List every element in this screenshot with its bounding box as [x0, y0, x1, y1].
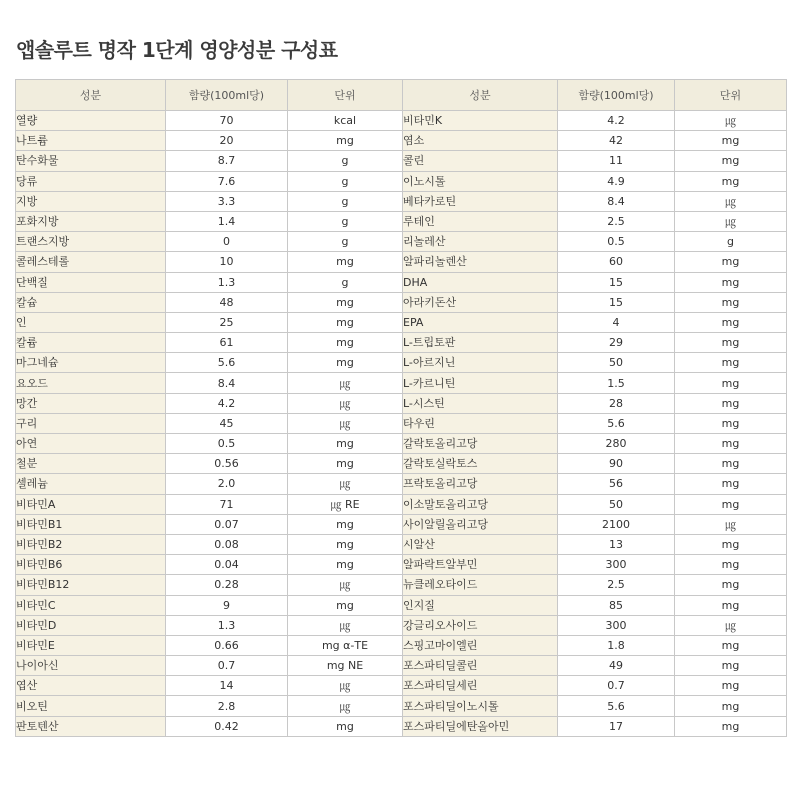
table-row [16, 393, 787, 413]
nutrient-unit: mg [675, 716, 787, 736]
nutrient-unit: mg [288, 595, 403, 615]
table-row [16, 575, 787, 595]
nutrient-unit: mg [675, 131, 787, 151]
nutrient-amount: 2.5 [558, 575, 675, 595]
nutrient-unit: mg [288, 716, 403, 736]
nutrient-unit: mg [675, 595, 787, 615]
nutrient-name: 비타민K [403, 111, 558, 131]
nutrient-amount: 5.6 [558, 413, 675, 433]
nutrient-name: 칼슘 [16, 292, 166, 312]
nutrient-name: 비타민B6 [16, 555, 166, 575]
nutrient-unit: ㎍ [288, 413, 403, 433]
nutrient-unit: mg [675, 252, 787, 272]
nutrient-unit: mg [288, 131, 403, 151]
nutrient-name: 이노시톨 [403, 171, 558, 191]
nutrient-unit: mg [675, 272, 787, 292]
nutrient-amount: 45 [166, 413, 288, 433]
nutrient-name: EPA [403, 312, 558, 332]
nutrient-unit: mg [675, 292, 787, 312]
nutrient-amount: 0.7 [558, 676, 675, 696]
nutrient-amount: 56 [558, 474, 675, 494]
table-row [16, 534, 787, 554]
nutrient-amount: 13 [558, 534, 675, 554]
nutrient-amount: 25 [166, 312, 288, 332]
nutrient-name: 지방 [16, 191, 166, 211]
nutrient-amount: 0.66 [166, 635, 288, 655]
nutrient-unit: mg [675, 676, 787, 696]
header-row [16, 80, 787, 111]
nutrient-unit: ㎍ [288, 474, 403, 494]
nutrient-unit: mg α-TE [288, 635, 403, 655]
nutrient-unit: ㎍ RE [288, 494, 403, 514]
nutrient-unit: kcal [288, 111, 403, 131]
nutrient-amount: 0.42 [166, 716, 288, 736]
nutrient-name: 알파리놀렌산 [403, 252, 558, 272]
nutrient-name: 비타민E [16, 635, 166, 655]
nutrient-name: 루테인 [403, 211, 558, 231]
header-amount-right: 함량(100ml당) [558, 80, 675, 111]
nutrient-name: L-아르지닌 [403, 353, 558, 373]
nutrient-amount: 4.2 [166, 393, 288, 413]
nutrient-unit: mg [675, 413, 787, 433]
nutrient-unit: mg [288, 252, 403, 272]
nutrient-unit: mg [675, 333, 787, 353]
nutrient-unit: mg [675, 393, 787, 413]
nutrient-name: 포화지방 [16, 211, 166, 231]
table-row [16, 191, 787, 211]
nutrient-unit: ㎍ [288, 696, 403, 716]
nutrient-unit: ㎍ [675, 111, 787, 131]
nutrient-name: 비오틴 [16, 696, 166, 716]
table-row [16, 353, 787, 373]
table-row [16, 555, 787, 575]
nutrient-unit: mg [675, 454, 787, 474]
nutrient-amount: 1.3 [166, 272, 288, 292]
nutrient-name: L-카르니틴 [403, 373, 558, 393]
nutrient-name: 구리 [16, 413, 166, 433]
nutrient-unit: ㎍ [288, 373, 403, 393]
table-row [16, 373, 787, 393]
page-title: 앱솔루트 명작 1단계 영양성분 구성표 [16, 38, 338, 62]
nutrient-unit: mg [675, 312, 787, 332]
nutrient-unit: mg [675, 575, 787, 595]
nutrient-unit: mg [675, 696, 787, 716]
nutrient-unit: mg [288, 555, 403, 575]
nutrient-amount: 7.6 [166, 171, 288, 191]
table-row [16, 716, 787, 736]
table-row [16, 252, 787, 272]
nutrient-name: 사이알릴올리고당 [403, 514, 558, 534]
nutrient-amount: 70 [166, 111, 288, 131]
nutrient-amount: 10 [166, 252, 288, 272]
table-body [16, 111, 787, 737]
nutrient-unit: ㎍ [675, 514, 787, 534]
nutrient-name: 비타민B1 [16, 514, 166, 534]
nutrient-amount: 0.28 [166, 575, 288, 595]
table-row [16, 292, 787, 312]
nutrient-name: 비타민B12 [16, 575, 166, 595]
nutrient-unit: g [288, 171, 403, 191]
nutrient-amount: 28 [558, 393, 675, 413]
nutrient-amount: 15 [558, 272, 675, 292]
table-row [16, 413, 787, 433]
nutrient-name: 갈락토실락토스 [403, 454, 558, 474]
nutrient-unit: mg NE [288, 656, 403, 676]
nutrient-amount: 1.4 [166, 211, 288, 231]
nutrient-unit: ㎍ [288, 575, 403, 595]
table-row [16, 635, 787, 655]
nutrient-amount: 71 [166, 494, 288, 514]
nutrient-name: 트랜스지방 [16, 232, 166, 252]
nutrient-amount: 0.5 [166, 434, 288, 454]
nutrient-name: 열량 [16, 111, 166, 131]
nutrient-amount: 48 [166, 292, 288, 312]
nutrient-amount: 17 [558, 716, 675, 736]
nutrient-name: 타우린 [403, 413, 558, 433]
nutrient-name: 철분 [16, 454, 166, 474]
nutrient-name: 당류 [16, 171, 166, 191]
nutrient-unit: mg [288, 434, 403, 454]
nutrient-name: 셀레늄 [16, 474, 166, 494]
nutrient-name: 인지질 [403, 595, 558, 615]
nutrient-name: L-트립토판 [403, 333, 558, 353]
nutrient-name: 나이아신 [16, 656, 166, 676]
nutrition-table [15, 79, 787, 737]
nutrient-name: 강글리오사이드 [403, 615, 558, 635]
nutrient-name: 나트륨 [16, 131, 166, 151]
nutrient-amount: 0.56 [166, 454, 288, 474]
header-amount-left: 함량(100ml당) [166, 80, 288, 111]
nutrient-unit: mg [288, 353, 403, 373]
nutrient-amount: 0.7 [166, 656, 288, 676]
nutrient-name: 갈락토올리고당 [403, 434, 558, 454]
nutrient-name: 엽산 [16, 676, 166, 696]
table-row [16, 494, 787, 514]
table-row [16, 615, 787, 635]
nutrient-amount: 0.08 [166, 534, 288, 554]
nutrient-amount: 1.5 [558, 373, 675, 393]
nutrient-unit: mg [675, 534, 787, 554]
nutrient-unit: mg [675, 171, 787, 191]
nutrient-amount: 280 [558, 434, 675, 454]
nutrient-unit: mg [288, 312, 403, 332]
nutrient-name: 콜린 [403, 151, 558, 171]
table-row [16, 474, 787, 494]
table-row [16, 333, 787, 353]
nutrient-name: 이소말토올리고당 [403, 494, 558, 514]
nutrient-amount: 42 [558, 131, 675, 151]
header-name-left: 성분 [16, 80, 166, 111]
nutrient-amount: 5.6 [166, 353, 288, 373]
nutrient-amount: 60 [558, 252, 675, 272]
nutrient-name: 알파락트알부민 [403, 555, 558, 575]
nutrient-amount: 4.2 [558, 111, 675, 131]
nutrient-unit: g [288, 232, 403, 252]
nutrient-unit: mg [675, 151, 787, 171]
table-row [16, 111, 787, 131]
nutrient-name: 포스파티딜세린 [403, 676, 558, 696]
nutrient-name: 칼륨 [16, 333, 166, 353]
header-unit-left: 단위 [288, 80, 403, 111]
nutrient-unit: mg [288, 454, 403, 474]
nutrient-name: 망간 [16, 393, 166, 413]
nutrient-name: 포스파티딜이노시톨 [403, 696, 558, 716]
nutrient-unit: ㎍ [288, 676, 403, 696]
table-row [16, 434, 787, 454]
nutrient-unit: mg [288, 333, 403, 353]
nutrient-name: 비타민D [16, 615, 166, 635]
nutrient-amount: 4 [558, 312, 675, 332]
nutrient-amount: 11 [558, 151, 675, 171]
header-unit-right: 단위 [675, 80, 787, 111]
nutrient-name: 뉴클레오타이드 [403, 575, 558, 595]
nutrient-unit: mg [675, 656, 787, 676]
nutrient-amount: 8.4 [166, 373, 288, 393]
table-row [16, 272, 787, 292]
table-row [16, 171, 787, 191]
nutrient-amount: 8.7 [166, 151, 288, 171]
table-row [16, 514, 787, 534]
nutrient-amount: 14 [166, 676, 288, 696]
table-row [16, 211, 787, 231]
table-row [16, 151, 787, 171]
nutrient-amount: 0.5 [558, 232, 675, 252]
nutrient-unit: ㎍ [675, 211, 787, 231]
nutrient-name: 시알산 [403, 534, 558, 554]
nutrient-name: 리놀레산 [403, 232, 558, 252]
nutrient-name: 포스파티딜에탄올아민 [403, 716, 558, 736]
nutrient-unit: ㎍ [675, 615, 787, 635]
nutrient-amount: 8.4 [558, 191, 675, 211]
table-row [16, 676, 787, 696]
nutrient-unit: mg [288, 514, 403, 534]
nutrient-amount: 61 [166, 333, 288, 353]
nutrient-name: 마그네슘 [16, 353, 166, 373]
nutrient-amount: 1.3 [166, 615, 288, 635]
nutrient-amount: 50 [558, 353, 675, 373]
nutrient-unit: g [288, 272, 403, 292]
nutrient-name: 베타카로틴 [403, 191, 558, 211]
nutrient-name: 비타민A [16, 494, 166, 514]
nutrient-amount: 9 [166, 595, 288, 615]
nutrient-amount: 1.8 [558, 635, 675, 655]
nutrient-amount: 29 [558, 333, 675, 353]
nutrient-unit: mg [675, 635, 787, 655]
nutrient-amount: 3.3 [166, 191, 288, 211]
table-row [16, 656, 787, 676]
nutrient-name: 인 [16, 312, 166, 332]
table-header [16, 80, 787, 111]
nutrient-unit: mg [675, 494, 787, 514]
nutrient-amount: 300 [558, 555, 675, 575]
nutrient-name: 비타민B2 [16, 534, 166, 554]
nutrient-amount: 49 [558, 656, 675, 676]
nutrient-amount: 2.5 [558, 211, 675, 231]
nutrient-name: 단백질 [16, 272, 166, 292]
nutrient-unit: mg [675, 353, 787, 373]
nutrient-unit: ㎍ [288, 615, 403, 635]
nutrient-name: 아라키돈산 [403, 292, 558, 312]
nutrient-unit: mg [675, 434, 787, 454]
nutrient-amount: 2.0 [166, 474, 288, 494]
nutrient-unit: g [288, 191, 403, 211]
nutrient-unit: g [288, 151, 403, 171]
nutrient-name: 염소 [403, 131, 558, 151]
nutrient-amount: 50 [558, 494, 675, 514]
nutrient-name: 스핑고마이엘린 [403, 635, 558, 655]
nutrient-amount: 2100 [558, 514, 675, 534]
table-row [16, 696, 787, 716]
nutrient-amount: 5.6 [558, 696, 675, 716]
nutrient-amount: 15 [558, 292, 675, 312]
nutrient-name: 판토텐산 [16, 716, 166, 736]
nutrient-unit: g [288, 211, 403, 231]
nutrient-amount: 85 [558, 595, 675, 615]
nutrient-amount: 4.9 [558, 171, 675, 191]
nutrient-unit: mg [675, 373, 787, 393]
table-row [16, 454, 787, 474]
nutrient-amount: 90 [558, 454, 675, 474]
nutrient-unit: g [675, 232, 787, 252]
nutrient-name: 프락토올리고당 [403, 474, 558, 494]
nutrient-unit: mg [675, 555, 787, 575]
nutrient-amount: 20 [166, 131, 288, 151]
table-row [16, 312, 787, 332]
table-row [16, 232, 787, 252]
nutrient-name: 탄수화물 [16, 151, 166, 171]
nutrient-amount: 300 [558, 615, 675, 635]
nutrient-name: L-시스틴 [403, 393, 558, 413]
nutrient-name: 비타민C [16, 595, 166, 615]
nutrient-unit: ㎍ [288, 393, 403, 413]
header-name-right: 성분 [403, 80, 558, 111]
nutrient-unit: mg [288, 534, 403, 554]
table-row [16, 131, 787, 151]
table-row [16, 595, 787, 615]
nutrient-name: 콜레스테롤 [16, 252, 166, 272]
nutrient-amount: 2.8 [166, 696, 288, 716]
nutrient-amount: 0.07 [166, 514, 288, 534]
nutrient-unit: mg [675, 474, 787, 494]
nutrient-amount: 0 [166, 232, 288, 252]
nutrient-name: DHA [403, 272, 558, 292]
nutrient-amount: 0.04 [166, 555, 288, 575]
nutrient-unit: mg [288, 292, 403, 312]
nutrient-unit: ㎍ [675, 191, 787, 211]
nutrient-name: 요오드 [16, 373, 166, 393]
nutrient-name: 포스파티딜콜린 [403, 656, 558, 676]
nutrient-name: 아연 [16, 434, 166, 454]
